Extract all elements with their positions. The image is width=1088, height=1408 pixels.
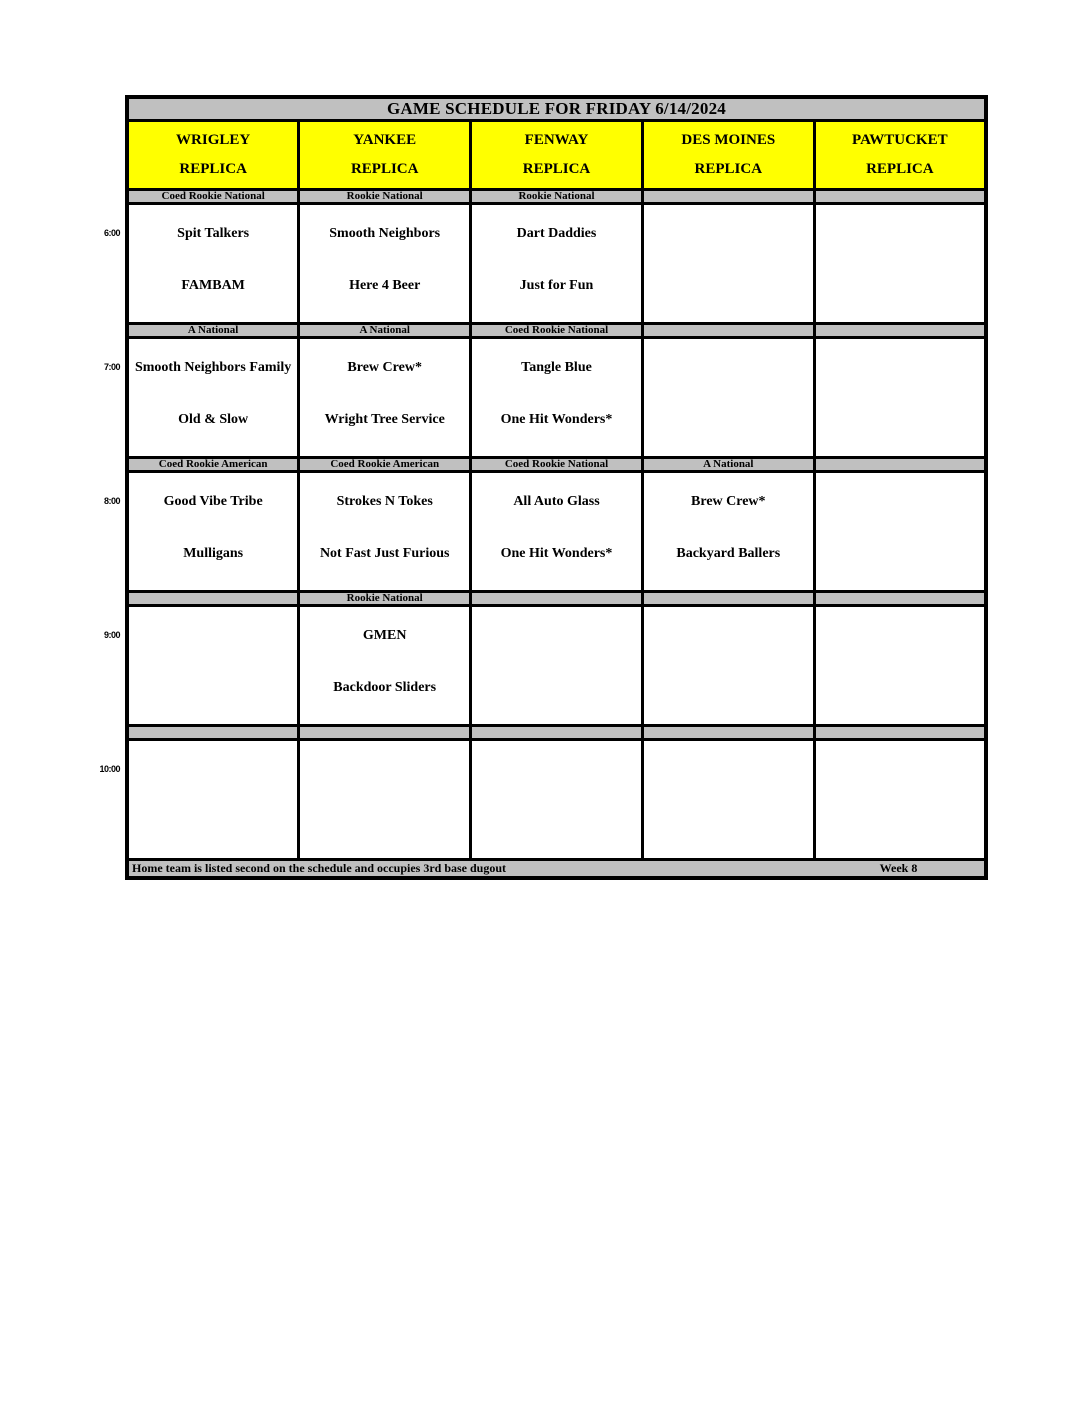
- away-team: Brew Crew*: [691, 494, 766, 509]
- away-team: Dart Daddies: [516, 226, 597, 241]
- away-team: Brew Crew*: [347, 360, 422, 375]
- home-team: Old & Slow: [178, 412, 249, 427]
- field-name: YANKEE: [353, 132, 417, 148]
- game-cell: [642, 740, 814, 860]
- home-team: Just for Fun: [519, 278, 594, 293]
- game-cell: [471, 204, 643, 324]
- home-team: Wright Tree Service: [324, 412, 445, 427]
- game-cell: [642, 472, 814, 592]
- field-header-fenway: [471, 121, 643, 190]
- home-team: FAMBAM: [181, 278, 245, 293]
- division-label: [642, 324, 814, 338]
- field-subtitle: REPLICA: [350, 161, 419, 177]
- schedule-title: GAME SCHEDULE FOR FRIDAY 6/14/2024: [127, 97, 986, 121]
- division-label: Coed Rookie National: [471, 324, 643, 338]
- week-label: Week 8: [879, 861, 918, 875]
- field-header-wrigley: [127, 121, 299, 190]
- division-label: Rookie National: [299, 592, 471, 606]
- away-team: Good Vibe Tribe: [163, 494, 263, 509]
- footer-bar: [127, 860, 986, 879]
- away-team: Spit Talkers: [177, 226, 250, 241]
- game-cell: [471, 472, 643, 592]
- away-team: Smooth Neighbors Family: [134, 360, 292, 375]
- division-label: Coed Rookie National: [127, 190, 299, 204]
- division-label: [814, 726, 986, 740]
- game-cell: [814, 338, 986, 458]
- field-name: DES MOINES: [681, 132, 776, 148]
- game-cell: [299, 606, 471, 726]
- home-team: Here 4 Beer: [349, 278, 421, 293]
- field-name: WRIGLEY: [176, 132, 251, 148]
- division-label: Rookie National: [471, 190, 643, 204]
- game-cell: [127, 204, 299, 324]
- division-label: [814, 324, 986, 338]
- field-subtitle: REPLICA: [694, 161, 763, 177]
- field-name: PAWTUCKET: [852, 132, 948, 148]
- field-subtitle: REPLICA: [522, 161, 591, 177]
- field-subtitle: REPLICA: [179, 161, 247, 177]
- home-team: Not Fast Just Furious: [319, 546, 450, 561]
- game-cell: [299, 740, 471, 860]
- division-label: [814, 592, 986, 606]
- field-header-des-moines: [642, 121, 814, 190]
- away-team: Smooth Neighbors: [329, 226, 441, 241]
- division-label: [471, 726, 643, 740]
- game-cell: [299, 338, 471, 458]
- time-label-10: 10:00: [99, 764, 120, 774]
- division-label: [127, 592, 299, 606]
- home-team: Backyard Ballers: [676, 546, 781, 561]
- game-cell: [299, 204, 471, 324]
- division-label: [814, 190, 986, 204]
- division-label: [127, 726, 299, 740]
- game-cell: [814, 606, 986, 726]
- division-label: Rookie National: [299, 190, 471, 204]
- field-header-yankee: [299, 121, 471, 190]
- game-cell: [814, 204, 986, 324]
- time-label-7: 7:00: [103, 362, 120, 372]
- game-cell: [471, 338, 643, 458]
- division-label: Coed Rookie American: [127, 458, 299, 472]
- time-label-6: 6:00: [103, 228, 120, 238]
- home-team: One Hit Wonders*: [500, 412, 613, 427]
- game-cell: [127, 338, 299, 458]
- division-label: A National: [299, 324, 471, 338]
- field-subtitle: REPLICA: [866, 161, 934, 177]
- division-label: Coed Rookie National: [471, 458, 643, 472]
- game-cell: [471, 606, 643, 726]
- home-team-note: Home team is listed second on the schedule and occupies 3rd base dugout: [132, 861, 507, 875]
- division-label: [299, 726, 471, 740]
- division-label: [642, 726, 814, 740]
- game-cell: [642, 338, 814, 458]
- away-team: Strokes N Tokes: [336, 494, 433, 509]
- game-cell: [127, 606, 299, 726]
- time-label-9: 9:00: [103, 630, 120, 640]
- game-cell: [299, 472, 471, 592]
- game-cell: [642, 204, 814, 324]
- game-cell: [814, 740, 986, 860]
- home-team: Backdoor Sliders: [333, 680, 437, 695]
- field-name: FENWAY: [524, 132, 589, 148]
- game-cell: [471, 740, 643, 860]
- field-header-pawtucket: [814, 121, 986, 190]
- game-cell: [642, 606, 814, 726]
- away-team: GMEN: [362, 628, 407, 643]
- division-label: [642, 190, 814, 204]
- game-cell: [814, 472, 986, 592]
- division-label: [814, 458, 986, 472]
- game-cell: [127, 740, 299, 860]
- division-label: Coed Rookie American: [299, 458, 471, 472]
- division-label: [642, 592, 814, 606]
- away-team: All Auto Glass: [513, 494, 600, 509]
- division-label: A National: [127, 324, 299, 338]
- schedule-table: [125, 95, 988, 880]
- division-label: A National: [642, 458, 814, 472]
- away-team: Tangle Blue: [521, 360, 592, 375]
- home-team: Mulligans: [183, 546, 244, 561]
- game-cell: [127, 472, 299, 592]
- division-label: [471, 592, 643, 606]
- time-label-8: 8:00: [103, 496, 120, 506]
- home-team: One Hit Wonders*: [500, 546, 613, 561]
